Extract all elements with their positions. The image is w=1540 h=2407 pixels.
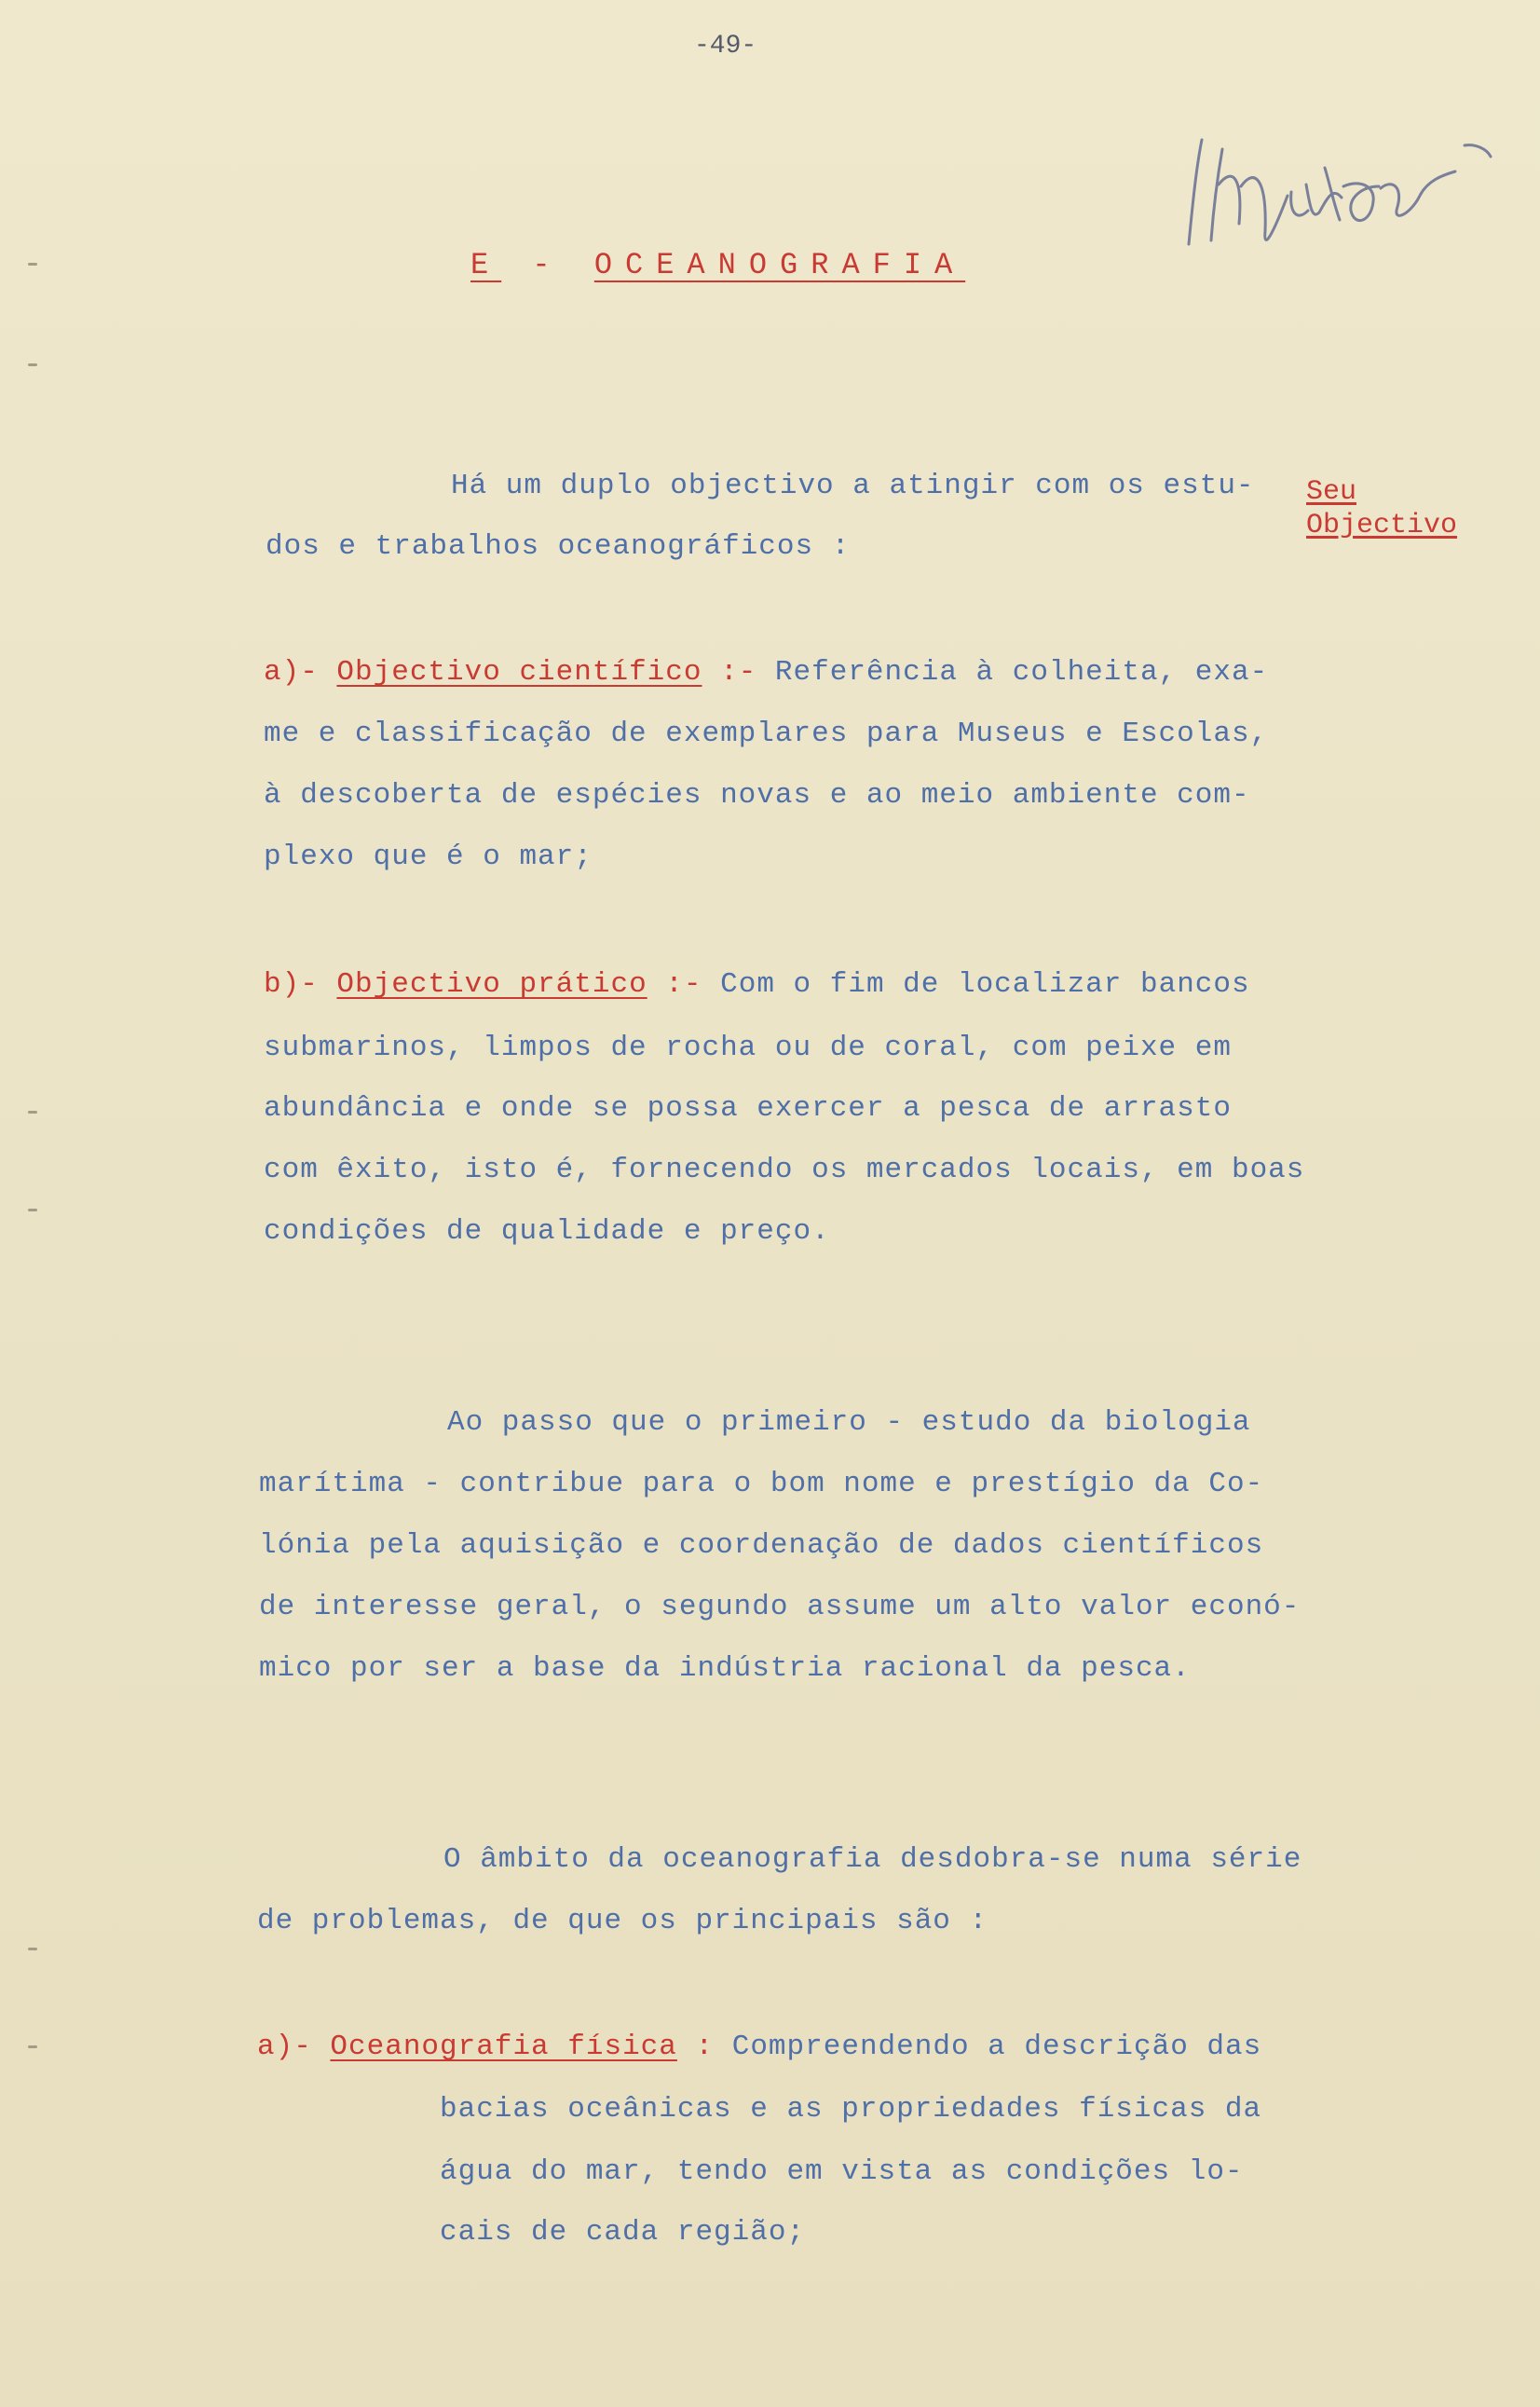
margin-note-line: Objectivo <box>1306 510 1458 541</box>
punch-mark <box>28 363 37 366</box>
item-term: Oceanografia física <box>330 2031 677 2063</box>
text-line: de problemas, de que os principais são : <box>257 1905 988 1937</box>
item-label: a)- <box>264 656 319 689</box>
text-line: Referência à colheita, exa- <box>774 656 1269 689</box>
text-line: me e classificação de exemplares para Museus e Escolas, <box>264 718 1269 750</box>
item-term: Objectivo prático <box>336 968 647 1001</box>
item-heading <box>264 970 1250 999</box>
punch-mark <box>28 1111 37 1114</box>
text-line: submarinos, limpos de rocha ou de coral, com peixe em <box>264 1032 1232 1064</box>
text-line: bacias oceânicas e as propriedades físicas da <box>440 2093 1262 2126</box>
text-line: com êxito, isto é, fornecendo os mercados locais, em boas <box>264 1154 1305 1186</box>
item-sep: :- <box>720 656 757 689</box>
item-sep: : <box>695 2031 715 2063</box>
item-sep: :- <box>665 968 702 1001</box>
section-title <box>470 248 965 282</box>
punch-mark <box>28 1209 37 1211</box>
section-dash: - <box>532 248 564 282</box>
text-line: Com o fim de localizar bancos <box>720 968 1250 1001</box>
text-line: mico por ser a base da indústria racional da pesca. <box>259 1652 1191 1685</box>
signature-icon <box>1176 130 1492 261</box>
section-letter: E <box>470 248 502 282</box>
text-line: cais de cada região; <box>440 2216 806 2249</box>
section-word: OCEANOGRAFIA <box>593 248 966 282</box>
text-line: Ao passo que o primeiro - estudo da biologia <box>447 1406 1251 1439</box>
text-line: Compreendendo a descrição das <box>731 2031 1262 2063</box>
punch-mark <box>28 1948 37 1950</box>
text-line: lónia pela aquisição e coordenação de dados científicos <box>259 1529 1264 1562</box>
text-line: Há um duplo objectivo a atingir com os estu- <box>451 470 1255 502</box>
margin-note <box>1306 475 1457 542</box>
text-line: de interesse geral, o segundo assume um alto valor econó- <box>259 1591 1301 1623</box>
text-line: plexo que é o mar; <box>264 841 593 873</box>
text-line: água do mar, tendo em vista as condições lo- <box>440 2155 1244 2188</box>
text-line: abundância e onde se possa exercer a pesca de arrasto <box>264 1092 1232 1125</box>
text-line: à descoberta de espécies novas e ao meio ambiente com- <box>264 779 1250 812</box>
item-term: Objectivo científico <box>336 656 702 689</box>
punch-mark <box>28 2045 37 2048</box>
punch-mark <box>28 263 37 266</box>
text-line: condições de qualidade e preço. <box>264 1215 830 1248</box>
page-number: -49- <box>694 32 757 61</box>
text-line: marítima - contribue para o bom nome e prestígio da Co- <box>259 1468 1264 1500</box>
text-line: O âmbito da oceanografia desdobra-se numa série <box>443 1843 1302 1876</box>
item-label: b)- <box>264 968 319 1001</box>
item-label: a)- <box>257 2031 312 2063</box>
margin-note-line: Seu <box>1306 476 1357 508</box>
item-heading <box>264 658 1268 687</box>
text-line: dos e trabalhos oceanográficos : <box>266 530 851 563</box>
item-heading <box>257 2032 1261 2061</box>
